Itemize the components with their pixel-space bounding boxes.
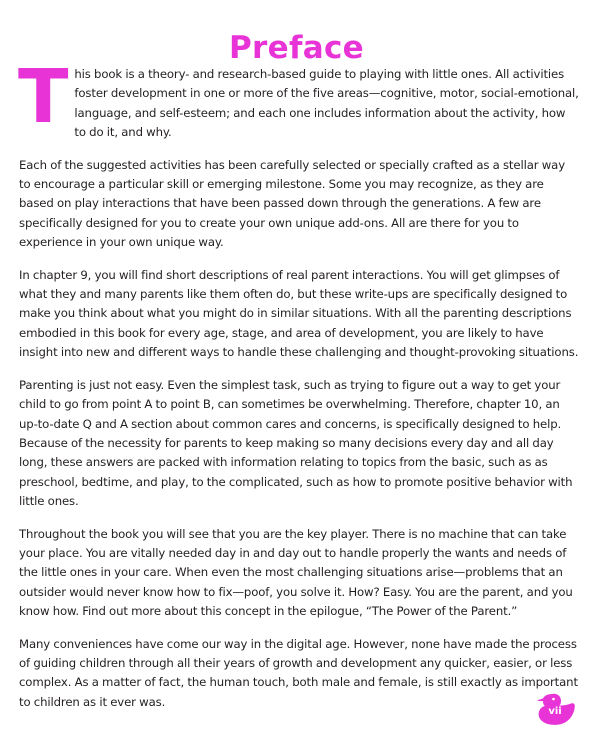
preface-body [18,54,579,725]
paragraph-2: Each of the suggested activities has been carefully selected or specially crafted as a stellar way to encourage a particular skill or emerging milestone. Some you may recognize, as they are based on play interactions that have been passed down through the generations. A few are specifically designed for you to create your own unique add-ons. All are there for you to experience in your own unique way. [19,157,566,250]
page-title: Preface [229,29,364,66]
page-number-badge [536,692,576,726]
paragraph-3: In chapter 9, you will find short descriptions of real parent interactions. You will get glimpses of what they and many parents like them often do, but these write-ups are specifically designed to make you think about what you might do in similar situations. With all the parenting descriptions embodied in this book for every age, stage, and area of development, you are likely to have insight into new and different ways to handle these challenging and thought-provoking situations. [19,267,579,360]
drop-cap: T [18,54,69,140]
page-number: vii [548,706,562,717]
paragraph-4: Parenting is just not easy. Even the simplest task, such as trying to figure out a way to get your child to go from point A to point B, can sometimes be overwhelming. Therefore, chapter 10, an up-to-date Q and A section about common cares and concerns, is specifically designed to help. Because of the necessity for parents to keep making so many decisions every day and all day long, these answers are packed with information relating to topics from the basic, such as as preschool, bedtime, and play, to the complicated, such as how to promote positive behavior with little ones. [19,377,573,509]
paragraph-5: Throughout the book you will see that you are the key player. There is no machine that can take your place. You are vitally needed day in and day out to handle properly the wants and needs of the little ones in your care. When even the most challenging situations arise—problems that an outsider would never know how to fix—poof, you solve it. How? Easy. You are the parent, and you know how. Find out more about this concept in the epilogue, “The Power of the Parent.” [19,526,573,619]
paragraph-6: Many conveniences have come our way in the digital age. However, none have made the process of guiding children through all their years of growth and development any quicker, easier, or less complex. As a matter of fact, the human touch, both male and female, is still exactly as important to children as it ever was. [19,636,578,709]
paragraph-1 [18,54,579,143]
paragraph-1-text: his book is a theory- and research-based guide to playing with little ones. All activities foster development in one or more of the five areas—cognitive, motor, social-emotional, language, and self-esteem; and each one includes information about the activity, how to do it, and why. [74,67,579,140]
